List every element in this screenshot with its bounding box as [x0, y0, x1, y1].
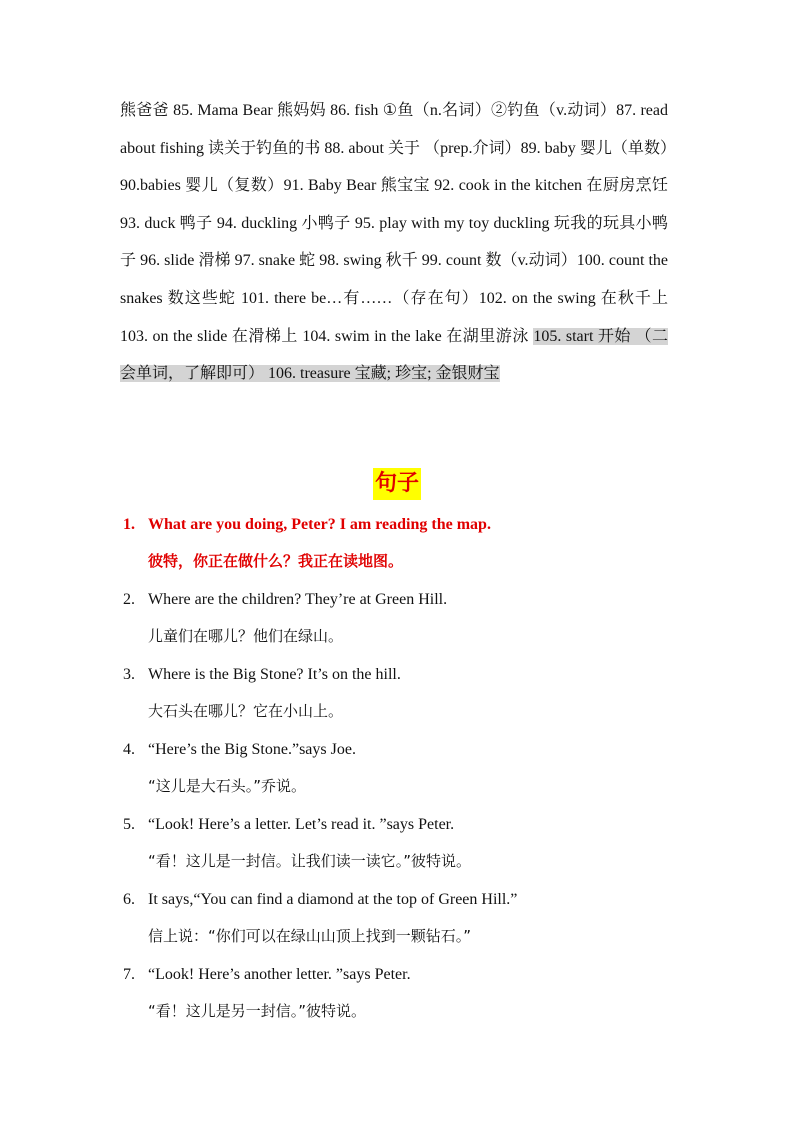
sentence-number: 7.	[123, 966, 135, 983]
sentence-chinese: 儿童们在哪儿？他们在绿山。	[148, 627, 344, 645]
sentence-english: Where is the Big Stone? It’s on the hill.	[148, 666, 401, 683]
sentence-item	[120, 507, 700, 582]
sentence-chinese: “看！这儿是一封信。让我们读一读它。”彼特说。	[148, 852, 472, 870]
sentence-chinese: 信上说：“你们可以在绿山山顶上找到一颗钻石。”	[148, 927, 472, 945]
sentence-chinese: 大石头在哪儿？它在小山上。	[148, 702, 344, 720]
sentence-english: “Here’s the Big Stone.”says Joe.	[148, 741, 356, 758]
sentence-item	[120, 582, 700, 657]
sentence-english: “Look! Here’s a letter. Let’s read it. ”says Peter.	[148, 816, 455, 833]
sentence-chinese: “看！这儿是另一封信。”彼特说。	[148, 1002, 367, 1020]
sentence-chinese: 彼特，你正在做什么？我正在读地图。	[148, 552, 404, 570]
sentence-number: 6.	[123, 891, 135, 908]
vocabulary-paragraph	[120, 92, 668, 393]
sentence-number: 2.	[123, 591, 135, 608]
sentence-english: It says,“You can find a diamond at the top of Green Hill.”	[148, 891, 518, 908]
section-heading-wrap	[0, 468, 794, 500]
sentence-number: 5.	[123, 816, 135, 833]
sentence-number: 1.	[123, 516, 135, 533]
sentence-english: What are you doing, Peter? I am reading the map.	[148, 516, 491, 533]
sentence-number: 3.	[123, 666, 135, 683]
sentence-item	[120, 882, 700, 957]
sentence-list	[120, 507, 700, 1032]
sentence-item	[120, 957, 700, 1032]
sentence-english: “Look! Here’s another letter. ”says Peter.	[148, 966, 411, 983]
sentence-chinese: “这儿是大石头。”乔说。	[148, 777, 307, 795]
sentence-item	[120, 657, 700, 732]
sentence-number: 4.	[123, 741, 135, 758]
section-heading: 句子	[373, 468, 421, 500]
vocabulary-text: 熊爸爸 85. Mama Bear 熊妈妈 86. fish ①鱼（n.名词）②钓鱼（v.动词）87. read about fishing 读关于钓鱼的书 88. about 关于 （prep.介词）89. baby 婴儿（单数）90.babies 婴儿（复数）91. Baby Bear 熊宝宝 92. cook in the kitchen 在厨房烹饪 93. duck 鸭子 94. duckling 小鸭子 95. play with my toy duckling 玩我的玩具小鸭子 96. slide 滑梯 97. snake 蛇 98. swing 秋千 99. count 数（v.动词）100. count the snakes 数这些蛇 101. there be…有……（存在句）102. on the swing 在秋千上 103. on the slide 在滑梯上 104. swim in the lake 在湖里游泳	[120, 102, 668, 345]
sentence-english: Where are the children? They’re at Green Hill.	[148, 591, 448, 608]
sentence-item	[120, 807, 700, 882]
sentence-item	[120, 732, 700, 807]
highlighted-vocabulary: 105. start 开始 （二会单词，了解即可） 106. treasure 宝藏; 珍宝; 金银财宝	[120, 327, 668, 383]
